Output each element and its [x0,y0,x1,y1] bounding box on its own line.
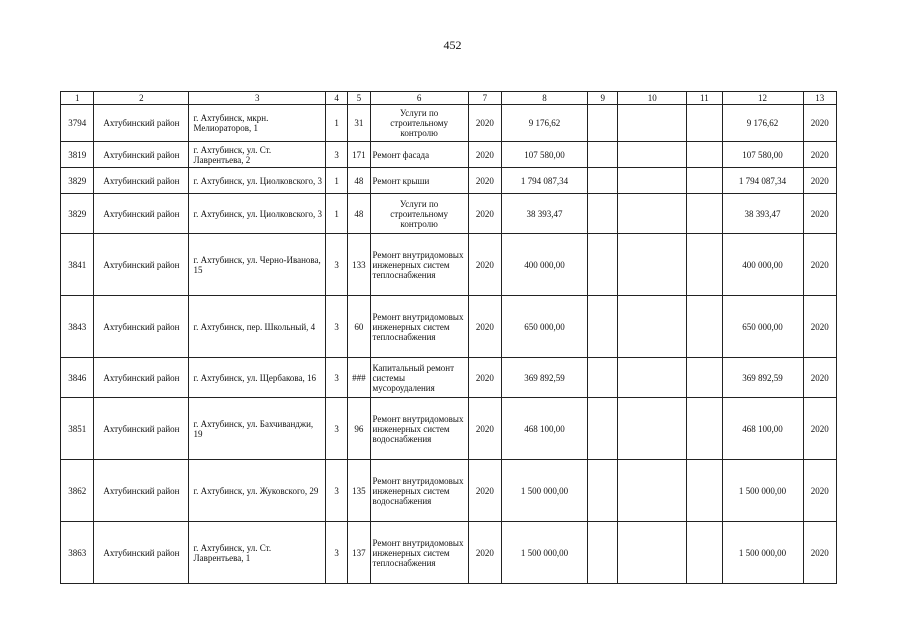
total-cell: 107 580,00 [722,142,803,168]
table-row [61,460,837,522]
column-11-cell [687,105,722,142]
total-cell: 1 794 087,34 [722,168,803,194]
column-header: 1 [61,92,94,105]
column-4-cell: 3 [326,234,348,296]
work-type-cell: Капитальный ремонт системы мусороудаления [370,358,468,398]
year-cell: 2020 [468,522,501,584]
column-9-cell [588,234,618,296]
work-type-cell: Ремонт крыши [370,168,468,194]
column-10-cell [618,522,687,584]
column-9-cell [588,296,618,358]
work-type-cell: Ремонт фасада [370,142,468,168]
work-type-cell: Ремонт внутридомовых инженерных систем теплоснабжения [370,296,468,358]
column-10-cell [618,296,687,358]
column-9-cell [588,460,618,522]
work-type-cell: Ремонт внутридомовых инженерных систем теплоснабжения [370,234,468,296]
district-cell: Ахтубинский район [94,398,189,460]
total-cell: 369 892,59 [722,358,803,398]
column-9-cell [588,105,618,142]
table-row [61,358,837,398]
address-cell: г. Ахтубинск, ул. Бахчиванджи, 19 [189,398,326,460]
district-cell: Ахтубинский район [94,460,189,522]
completion-year-cell: 2020 [803,522,836,584]
column-5-cell: 137 [348,522,370,584]
year-cell: 2020 [468,460,501,522]
district-cell: Ахтубинский район [94,296,189,358]
completion-year-cell: 2020 [803,460,836,522]
column-11-cell [687,168,722,194]
column-11-cell [687,234,722,296]
total-cell: 9 176,62 [722,105,803,142]
column-9-cell [588,358,618,398]
address-cell: г. Ахтубинск, ул. Ст. Лаврентьева, 1 [189,522,326,584]
work-type-cell: Услуги по строительному контролю [370,194,468,234]
column-5-cell: 96 [348,398,370,460]
object-id-cell: 3862 [61,460,94,522]
year-cell: 2020 [468,296,501,358]
district-cell: Ахтубинский район [94,194,189,234]
column-11-cell [687,194,722,234]
cost-cell: 1 794 087,34 [502,168,588,194]
column-4-cell: 1 [326,105,348,142]
year-cell: 2020 [468,398,501,460]
object-id-cell: 3846 [61,358,94,398]
register-table [60,91,837,584]
object-id-cell: 3851 [61,398,94,460]
column-header: 4 [326,92,348,105]
column-4-cell: 3 [326,142,348,168]
cost-cell: 650 000,00 [502,296,588,358]
year-cell: 2020 [468,168,501,194]
column-11-cell [687,522,722,584]
completion-year-cell: 2020 [803,105,836,142]
column-10-cell [618,142,687,168]
column-header: 11 [687,92,722,105]
column-10-cell [618,194,687,234]
column-header: 9 [588,92,618,105]
total-cell: 1 500 000,00 [722,522,803,584]
column-5-cell: 133 [348,234,370,296]
column-header: 8 [502,92,588,105]
year-cell: 2020 [468,358,501,398]
cost-cell: 1 500 000,00 [502,522,588,584]
column-5-cell: 171 [348,142,370,168]
column-11-cell [687,358,722,398]
cost-cell: 9 176,62 [502,105,588,142]
cost-cell: 468 100,00 [502,398,588,460]
object-id-cell: 3819 [61,142,94,168]
column-header: 7 [468,92,501,105]
address-cell: г. Ахтубинск, мкрн. Мелиораторов, 1 [189,105,326,142]
column-5-cell: 31 [348,105,370,142]
column-10-cell [618,358,687,398]
column-11-cell [687,296,722,358]
work-type-cell: Услуги по строительному контролю [370,105,468,142]
cost-cell: 400 000,00 [502,234,588,296]
object-id-cell: 3841 [61,234,94,296]
cost-cell: 1 500 000,00 [502,460,588,522]
column-header: 5 [348,92,370,105]
address-cell: г. Ахтубинск, пер. Школьный, 4 [189,296,326,358]
completion-year-cell: 2020 [803,234,836,296]
column-9-cell [588,168,618,194]
column-9-cell [588,194,618,234]
year-cell: 2020 [468,105,501,142]
district-cell: Ахтубинский район [94,142,189,168]
year-cell: 2020 [468,234,501,296]
address-cell: г. Ахтубинск, ул. Циолковского, 3 [189,194,326,234]
work-type-cell: Ремонт внутридомовых инженерных систем теплоснабжения [370,522,468,584]
total-cell: 1 500 000,00 [722,460,803,522]
object-id-cell: 3843 [61,296,94,358]
column-9-cell [588,142,618,168]
district-cell: Ахтубинский район [94,522,189,584]
column-4-cell: 3 [326,522,348,584]
table-row [61,194,837,234]
column-header: 6 [370,92,468,105]
completion-year-cell: 2020 [803,358,836,398]
column-header: 13 [803,92,836,105]
column-4-cell: 3 [326,460,348,522]
completion-year-cell: 2020 [803,168,836,194]
cost-cell: 107 580,00 [502,142,588,168]
cost-cell: 38 393,47 [502,194,588,234]
column-9-cell [588,398,618,460]
total-cell: 468 100,00 [722,398,803,460]
completion-year-cell: 2020 [803,194,836,234]
object-id-cell: 3829 [61,194,94,234]
work-type-cell: Ремонт внутридомовых инженерных систем водоснабжения [370,398,468,460]
year-cell: 2020 [468,142,501,168]
column-4-cell: 3 [326,358,348,398]
table-row [61,234,837,296]
column-header: 3 [189,92,326,105]
district-cell: Ахтубинский район [94,234,189,296]
completion-year-cell: 2020 [803,398,836,460]
address-cell: г. Ахтубинск, ул. Циолковского, 3 [189,168,326,194]
column-10-cell [618,398,687,460]
cost-cell: 369 892,59 [502,358,588,398]
column-4-cell: 1 [326,194,348,234]
column-4-cell: 1 [326,168,348,194]
column-4-cell: 3 [326,296,348,358]
address-cell: г. Ахтубинск, ул. Черно-Иванова, 15 [189,234,326,296]
column-10-cell [618,168,687,194]
table-row [61,168,837,194]
column-10-cell [618,105,687,142]
table-row [61,522,837,584]
total-cell: 400 000,00 [722,234,803,296]
total-cell: 38 393,47 [722,194,803,234]
column-9-cell [588,522,618,584]
total-cell: 650 000,00 [722,296,803,358]
column-5-cell: 48 [348,168,370,194]
column-10-cell [618,460,687,522]
table-row [61,105,837,142]
column-header: 2 [94,92,189,105]
completion-year-cell: 2020 [803,296,836,358]
object-id-cell: 3863 [61,522,94,584]
column-11-cell [687,398,722,460]
address-cell: г. Ахтубинск, ул. Щербакова, 16 [189,358,326,398]
column-header: 12 [722,92,803,105]
column-5-cell: 48 [348,194,370,234]
column-5-cell: 135 [348,460,370,522]
column-header: 10 [618,92,687,105]
column-11-cell [687,142,722,168]
page-number: 452 [443,38,462,52]
column-10-cell [618,234,687,296]
column-11-cell [687,460,722,522]
column-5-cell: ### [348,358,370,398]
table-row [61,398,837,460]
object-id-cell: 3829 [61,168,94,194]
work-type-cell: Ремонт внутридомовых инженерных систем водоснабжения [370,460,468,522]
address-cell: г. Ахтубинск, ул. Ст. Лаврентьева, 2 [189,142,326,168]
table-row [61,142,837,168]
column-5-cell: 60 [348,296,370,358]
object-id-cell: 3794 [61,105,94,142]
completion-year-cell: 2020 [803,142,836,168]
table-row [61,296,837,358]
address-cell: г. Ахтубинск, ул. Жуковского, 29 [189,460,326,522]
year-cell: 2020 [468,194,501,234]
district-cell: Ахтубинский район [94,168,189,194]
column-number-row [61,92,837,105]
district-cell: Ахтубинский район [94,105,189,142]
district-cell: Ахтубинский район [94,358,189,398]
column-4-cell: 3 [326,398,348,460]
